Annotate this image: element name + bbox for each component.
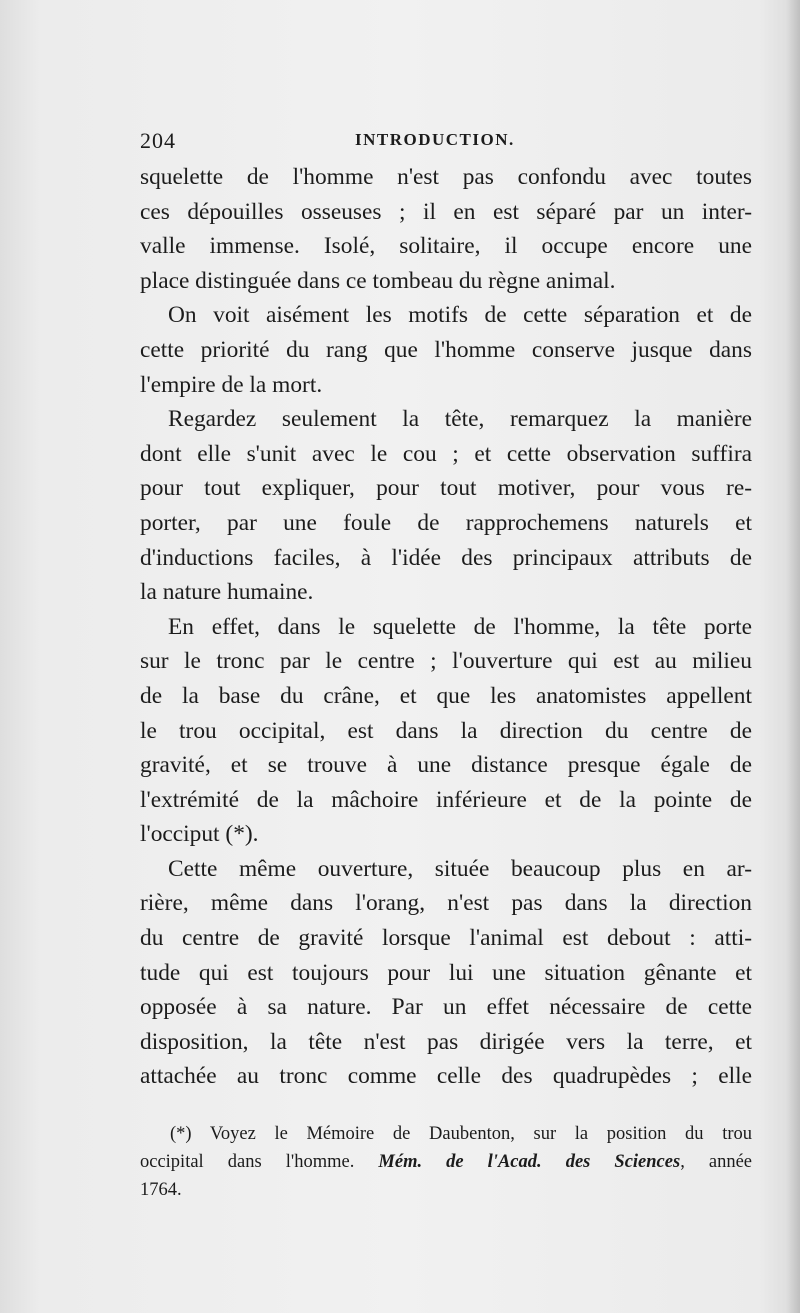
footnote [140,1120,752,1204]
text-line: Cette même ouverture, située beaucoup plus en ar- [168,855,752,882]
text-line: la nature humaine. [140,579,314,606]
text-line: sur le tronc par le centre ; l'ouverture qui est au milieu [140,648,752,675]
text-line: attachée au tronc comme celle des quadrupèdes ; elle [140,1063,752,1090]
footnote-line: 1764. [140,1180,182,1200]
text-line: du centre de gravité lorsque l'animal est debout : atti- [140,925,752,952]
running-head [140,128,750,158]
text-line: On voit aisément les motifs de cette séparation et de [168,302,752,329]
text-line: le trou occipital, est dans la direction du centre de [140,717,752,744]
text-line: de la base du crâne, et que les anatomistes appellent [140,682,752,709]
text-line: place distinguée dans ce tombeau du règne animal. [140,267,616,294]
text-line: gravité, et se trouve à une distance presque égale de [140,752,752,779]
footnote-text: , année [680,1152,753,1172]
footnote-text: occipital dans l'homme. [140,1152,355,1172]
text-line: d'inductions faciles, à l'idée des principaux attributs de [140,544,752,571]
text-line: l'extrémité de la mâchoire inférieure et de la pointe de [140,786,752,813]
text-line: tude qui est toujours pour lui une situation gênante et [140,959,752,986]
page-edge-shadow [786,0,800,1313]
text-line: pour tout expliquer, pour tout motiver, pour vous re- [140,475,752,502]
text-line: dont elle s'unit avec le cou ; et cette observation suffira [140,440,752,467]
text-line: En effet, dans le squelette de l'homme, la tête porte [168,613,752,640]
footnote-line: (*) Voyez le Mémoire de Daubenton, sur la position du trou [170,1124,752,1144]
text-line: disposition, la tête n'est pas dirigée vers la terre, et [140,1028,752,1055]
footnote-line [140,1148,752,1176]
text-line: l'empire de la mort. [140,371,323,398]
text-line: valle immense. Isolé, solitaire, il occupe encore une [140,233,752,260]
text-line: cette priorité du rang que l'homme conserve jusque dans [140,336,752,363]
text-line: Regardez seulement la tête, remarquez la manière [168,406,752,433]
running-title: INTRODUCTION. [355,130,515,149]
text-line: squelette de l'homme n'est pas confondu avec toutes [140,164,752,190]
text-line: opposée à sa nature. Par un effet nécessaire de cette [140,994,752,1021]
text-line: rière, même dans l'orang, n'est pas dans la direction [140,890,752,917]
text-line: porter, par une foule de rapprochemens naturels et [140,509,752,536]
text-line: ces dépouilles osseuses ; il en est séparé par un inter- [140,198,752,225]
footnote-citation: Mém. de l'Acad. des Sciences [378,1152,681,1172]
body-text [140,160,752,1094]
page-number: 204 [140,128,176,153]
text-line: l'occiput (*). [140,821,259,848]
